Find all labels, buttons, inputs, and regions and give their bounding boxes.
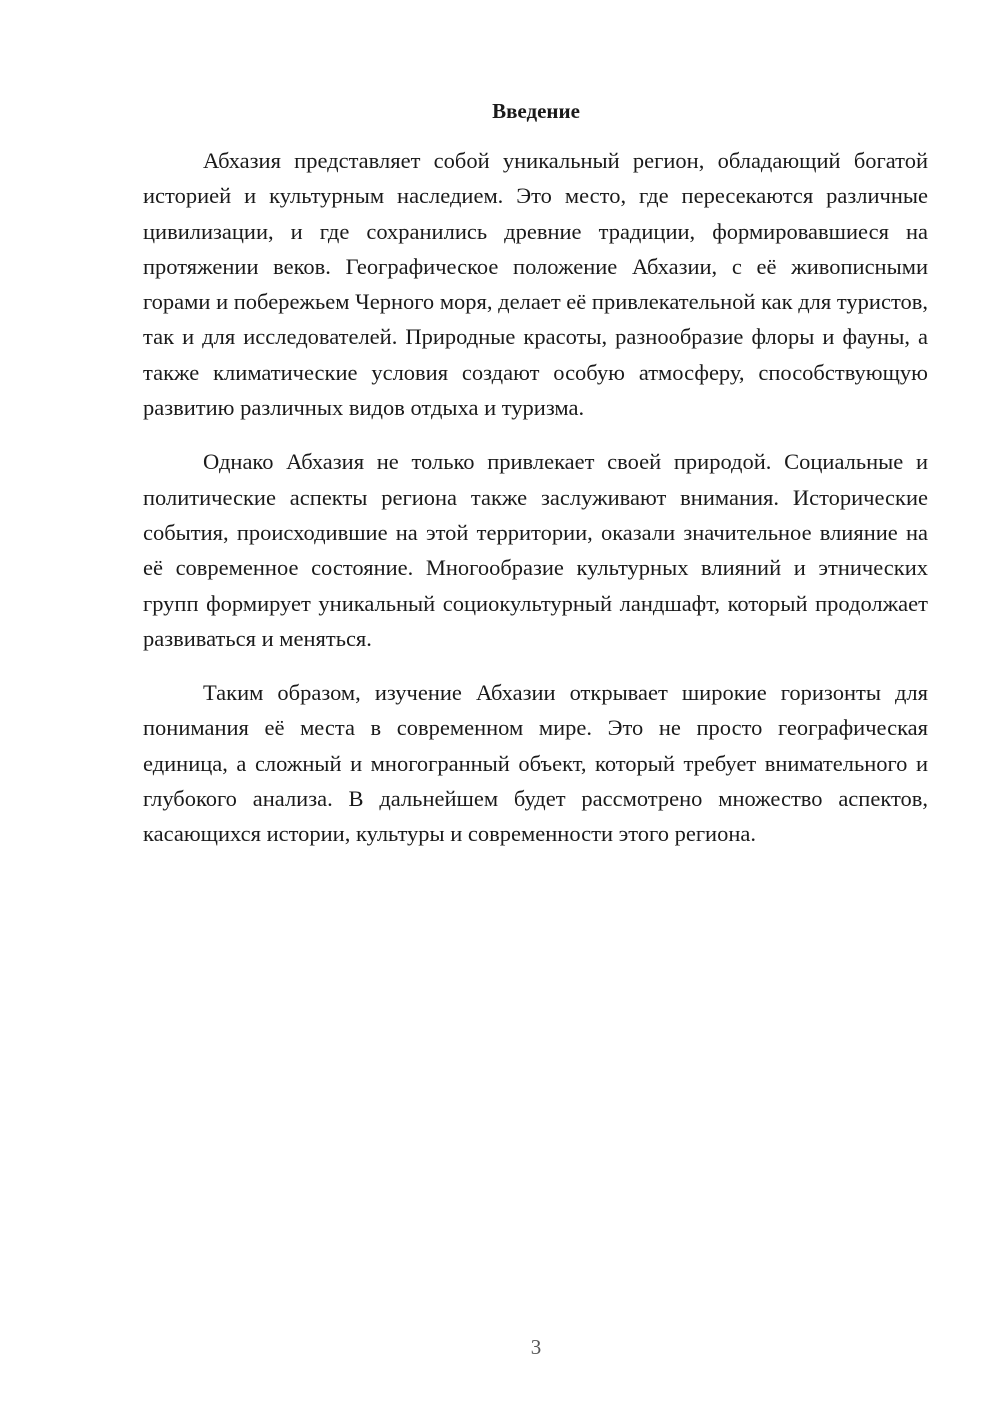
paragraph-1: Абхазия представляет собой уникальный регион, обладающий богатой историей и культурным наследием. Это место, где пересекаются различные цивилизации, и где сохранились древние традиции, формировавшиеся на протяжении веков. Географическое положение Абхазии, с её живописными горами и побережьем Черного моря, делает её привлекательной как для туристов, так и для исследователей. Природные красоты, разнообразие флоры и фауны, а также климатические условия создают особую атмосферу, способствующую развитию различных видов отдыха и туризма.	[143, 148, 928, 421]
section-heading: Введение	[492, 99, 580, 123]
paragraph-2: Однако Абхазия не только привлекает своей природой. Социальные и политические аспекты региона также заслуживают внимания. Исторические события, происходившие на этой территории, оказали значительное влияние на её современное состояние. Многообразие культурных влияний и этнических групп формирует уникальный социокультурный ландшафт, который продолжает развиваться и меняться.	[143, 449, 928, 651]
body-text	[143, 143, 928, 871]
paragraph-3: Таким образом, изучение Абхазии открывает широкие горизонты для понимания её места в современном мире. Это не просто географическая единица, а сложный и многогранный объект, который требует внимательного и глубокого анализа. В дальнейшем будет рассмотрено множество аспектов, касающихся истории, культуры и современности этого региона.	[143, 680, 928, 847]
page-number: 3	[530, 1335, 542, 1359]
